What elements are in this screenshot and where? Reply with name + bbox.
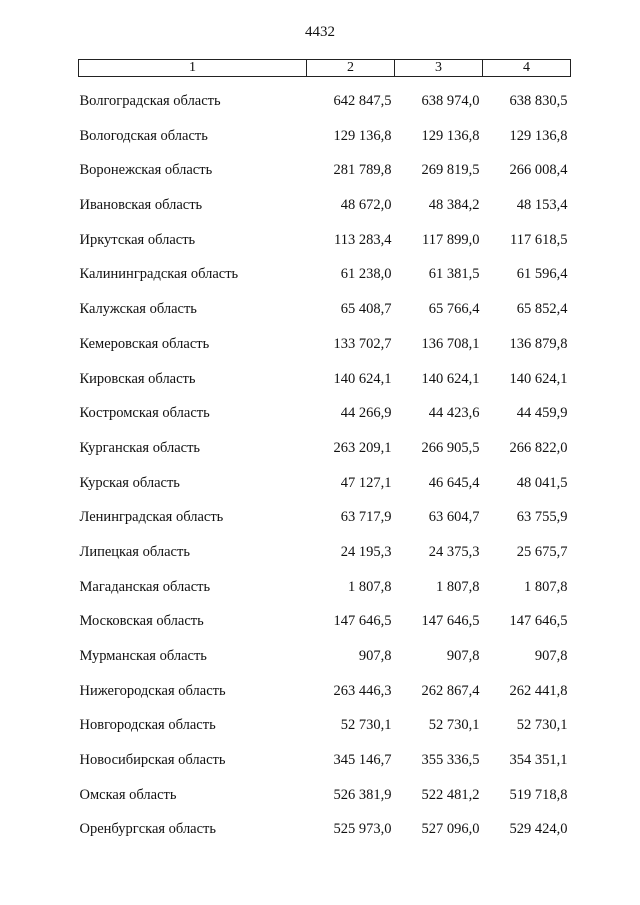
region-name-cell: Воронежская область [79, 162, 213, 179]
value-col2-cell: 147 646,5 [333, 613, 392, 630]
value-col4-cell: 52 730,1 [516, 717, 568, 734]
value-col2-cell: 113 283,4 [334, 231, 392, 248]
value-col3-cell: 46 645,4 [428, 474, 480, 491]
value-col2-cell: 525 973,0 [333, 821, 392, 838]
region-name-cell: Волгоградская область [79, 93, 221, 109]
page-number: 4432 [305, 24, 335, 40]
table-row [79, 110, 571, 145]
table-row [79, 249, 571, 284]
value-col3-cell: 129 136,8 [421, 127, 480, 144]
value-col2-cell: 526 381,9 [333, 786, 392, 803]
value-col4-cell: 907,8 [534, 648, 568, 664]
table-row [79, 214, 571, 249]
value-col2-cell: 1 807,8 [348, 578, 392, 595]
value-col4-cell: 638 830,5 [509, 93, 568, 109]
value-col4-cell: 1 807,8 [524, 578, 568, 595]
value-col4-cell: 44 459,9 [516, 405, 568, 422]
value-col2-cell: 61 238,0 [340, 266, 392, 283]
region-name-cell: Курганская область [79, 439, 201, 456]
value-col2-cell: 63 717,9 [340, 509, 392, 526]
value-col3-cell: 638 974,0 [421, 93, 480, 109]
value-col3-cell: 147 646,5 [421, 613, 480, 630]
region-name-cell: Курская область [79, 474, 180, 491]
value-col4-cell: 140 624,1 [509, 370, 568, 387]
value-col2-cell: 24 195,3 [340, 543, 392, 560]
value-col4-cell: 129 136,8 [509, 127, 568, 144]
table-row [79, 77, 571, 111]
value-col3-cell: 44 423,6 [428, 405, 480, 422]
value-col4-cell: 61 596,4 [516, 266, 568, 283]
column-header-3: 3 [395, 60, 483, 77]
value-col3-cell: 140 624,1 [421, 370, 480, 387]
value-col3-cell: 907,8 [446, 648, 480, 664]
region-name-cell: Ленинградская область [79, 509, 224, 526]
table-row [79, 526, 571, 561]
value-col4-cell: 65 852,4 [516, 301, 568, 318]
value-col2-cell: 52 730,1 [340, 717, 392, 734]
table-row [79, 145, 571, 180]
value-col4-cell: 266 822,0 [509, 439, 568, 456]
table-row [79, 388, 571, 423]
value-col3-cell: 355 336,5 [421, 752, 480, 769]
table-row [79, 804, 571, 839]
value-col2-cell: 65 408,7 [340, 301, 392, 318]
value-col3-cell: 522 481,2 [421, 786, 480, 803]
value-col2-cell: 263 209,1 [333, 439, 392, 456]
region-name-cell: Мурманская область [79, 648, 207, 664]
table-row [79, 700, 571, 735]
region-name-cell: Калининградская область [79, 266, 239, 283]
table-row [79, 665, 571, 700]
value-col4-cell: 48 153,4 [516, 197, 568, 214]
value-col4-cell: 529 424,0 [509, 821, 568, 838]
value-col2-cell: 281 789,8 [333, 162, 392, 179]
region-name-cell: Иркутская область [79, 231, 196, 248]
value-col2-cell: 345 146,7 [333, 752, 392, 769]
region-name-cell: Новгородская область [79, 717, 216, 734]
value-col3-cell: 136 708,1 [421, 335, 480, 352]
column-header-4: 4 [483, 60, 571, 77]
region-name-cell: Оренбургская область [79, 821, 217, 838]
value-col4-cell: 354 351,1 [509, 752, 568, 769]
region-name-cell: Липецкая область [79, 543, 190, 560]
table-row [79, 422, 571, 457]
region-name-cell: Костромская область [79, 405, 210, 422]
table-row [79, 596, 571, 631]
value-col3-cell: 262 867,4 [421, 682, 480, 699]
value-col3-cell: 63 604,7 [428, 509, 480, 526]
table-row [79, 630, 571, 665]
region-name-cell: Кемеровская область [79, 335, 210, 352]
value-col4-cell: 117 618,5 [510, 231, 568, 248]
value-col3-cell: 266 905,5 [421, 439, 480, 456]
value-col2-cell: 129 136,8 [333, 127, 392, 144]
table-row [79, 353, 571, 388]
column-header-1: 1 [79, 60, 307, 77]
region-name-cell: Ивановская область [79, 197, 203, 214]
table-row [79, 734, 571, 769]
value-col3-cell: 61 381,5 [428, 266, 480, 283]
value-col2-cell: 907,8 [358, 648, 392, 664]
column-header-2: 2 [307, 60, 395, 77]
region-name-cell: Московская область [79, 613, 204, 630]
region-name-cell: Омская область [79, 786, 177, 803]
value-col4-cell: 136 879,8 [509, 335, 568, 352]
value-col2-cell: 263 446,3 [333, 682, 392, 699]
value-col4-cell: 25 675,7 [516, 543, 568, 560]
value-col4-cell: 48 041,5 [516, 474, 568, 491]
region-name-cell: Новосибирская область [79, 752, 226, 769]
table-row [79, 283, 571, 318]
region-name-cell: Нижегородская область [79, 682, 226, 699]
value-col2-cell: 642 847,5 [333, 93, 392, 109]
region-name-cell: Магаданская область [79, 578, 211, 595]
value-col2-cell: 140 624,1 [333, 370, 392, 387]
value-col3-cell: 52 730,1 [428, 717, 480, 734]
value-col3-cell: 527 096,0 [421, 821, 480, 838]
region-name-cell: Калужская область [79, 301, 197, 318]
table-row [79, 457, 571, 492]
value-col4-cell: 519 718,8 [509, 786, 568, 803]
table-row [79, 769, 571, 804]
data-table [78, 59, 571, 838]
table-row [79, 492, 571, 527]
region-name-cell: Кировская область [79, 370, 196, 387]
value-col3-cell: 65 766,4 [428, 301, 480, 318]
value-col2-cell: 44 266,9 [340, 405, 392, 422]
value-col3-cell: 24 375,3 [428, 543, 480, 560]
value-col4-cell: 266 008,4 [509, 162, 568, 179]
value-col4-cell: 63 755,9 [516, 509, 568, 526]
table-row [79, 179, 571, 214]
value-col4-cell: 147 646,5 [509, 613, 568, 630]
table-header [79, 60, 571, 77]
value-col3-cell: 48 384,2 [428, 197, 480, 214]
region-name-cell: Вологодская область [79, 127, 208, 144]
value-col2-cell: 133 702,7 [333, 335, 392, 352]
table-body [79, 77, 571, 839]
header-row [79, 60, 571, 77]
value-col3-cell: 1 807,8 [436, 578, 480, 595]
value-col4-cell: 262 441,8 [509, 682, 568, 699]
table-row [79, 318, 571, 353]
value-col2-cell: 48 672,0 [340, 197, 392, 214]
value-col3-cell: 269 819,5 [421, 162, 480, 179]
value-col3-cell: 117 899,0 [422, 231, 480, 248]
table-row [79, 561, 571, 596]
value-col2-cell: 47 127,1 [340, 474, 392, 491]
